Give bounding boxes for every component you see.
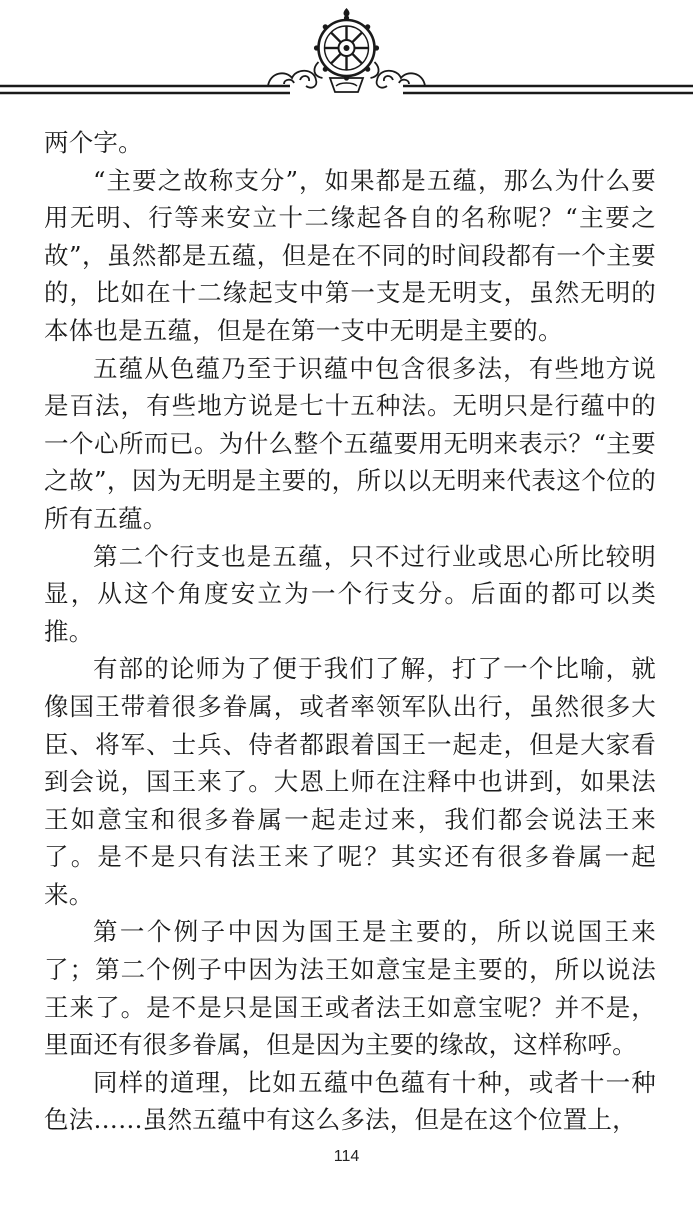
paragraph: 五蕴从色蕴乃至于识蕴中包含很多法，有些地方说是百法，有些地方说是七十五种法。无明只是行蕴中的一个心所而已。为什么整个五蕴要用无明来表示？“主要之故”，因为无明是主要的，所以以无明来代表这个位的所有五蕴。 [44, 353, 656, 533]
paragraph: 有部的论师为了便于我们了解，打了一个比喻，就像国王带着很多眷属，或者率领军队出行，虽然很多大臣、将军、士兵、侍者都跟着国王一起走，但是大家看到会说，国王来了。大恩上师在注释中也讲到，如果法王如意宝和很多眷属一起走过来，我们都会说法王来了。是不是只有法王来了呢？其实还有很多眷属一起来。 [44, 654, 656, 909]
paragraph: 同样的道理，比如五蕴中色蕴有十种，或者十一种色法……虽然五蕴中有这么多法，但是在这个位置上， [44, 1067, 656, 1135]
paragraph: 第二个行支也是五蕴，只不过行业或思心所比较明显，从这个角度安立为一个行支分。后面的都可以类推。 [44, 541, 656, 646]
paragraph: “主要之故称支分”，如果都是五蕴，那么为什么要用无明、行等来安立十二缘起各自的名称呢？“主要之故”，虽然都是五蕴，但是在不同的时间段都有一个主要的，比如在十二缘起支中第一支是无明支，虽然无明的本体也是五蕴，但是在第一支中无明是主要的。 [44, 165, 656, 345]
dharma-wheel-icon [314, 8, 379, 81]
paragraph: 第一个例子中因为国王是主要的，所以说国王来了；第二个例子中因为法王如意宝是主要的，所以说法王来了。是不是只是国王或者法王如意宝呢？并不是，里面还有很多眷属，但是因为主要的缘故，这样称呼。 [44, 917, 656, 1060]
paragraph-continuation: 两个字。 [44, 128, 143, 157]
page-number: 114 [333, 1148, 360, 1165]
header-ornament [0, 0, 693, 110]
page-body [44, 124, 656, 1139]
page-header [0, 0, 693, 110]
